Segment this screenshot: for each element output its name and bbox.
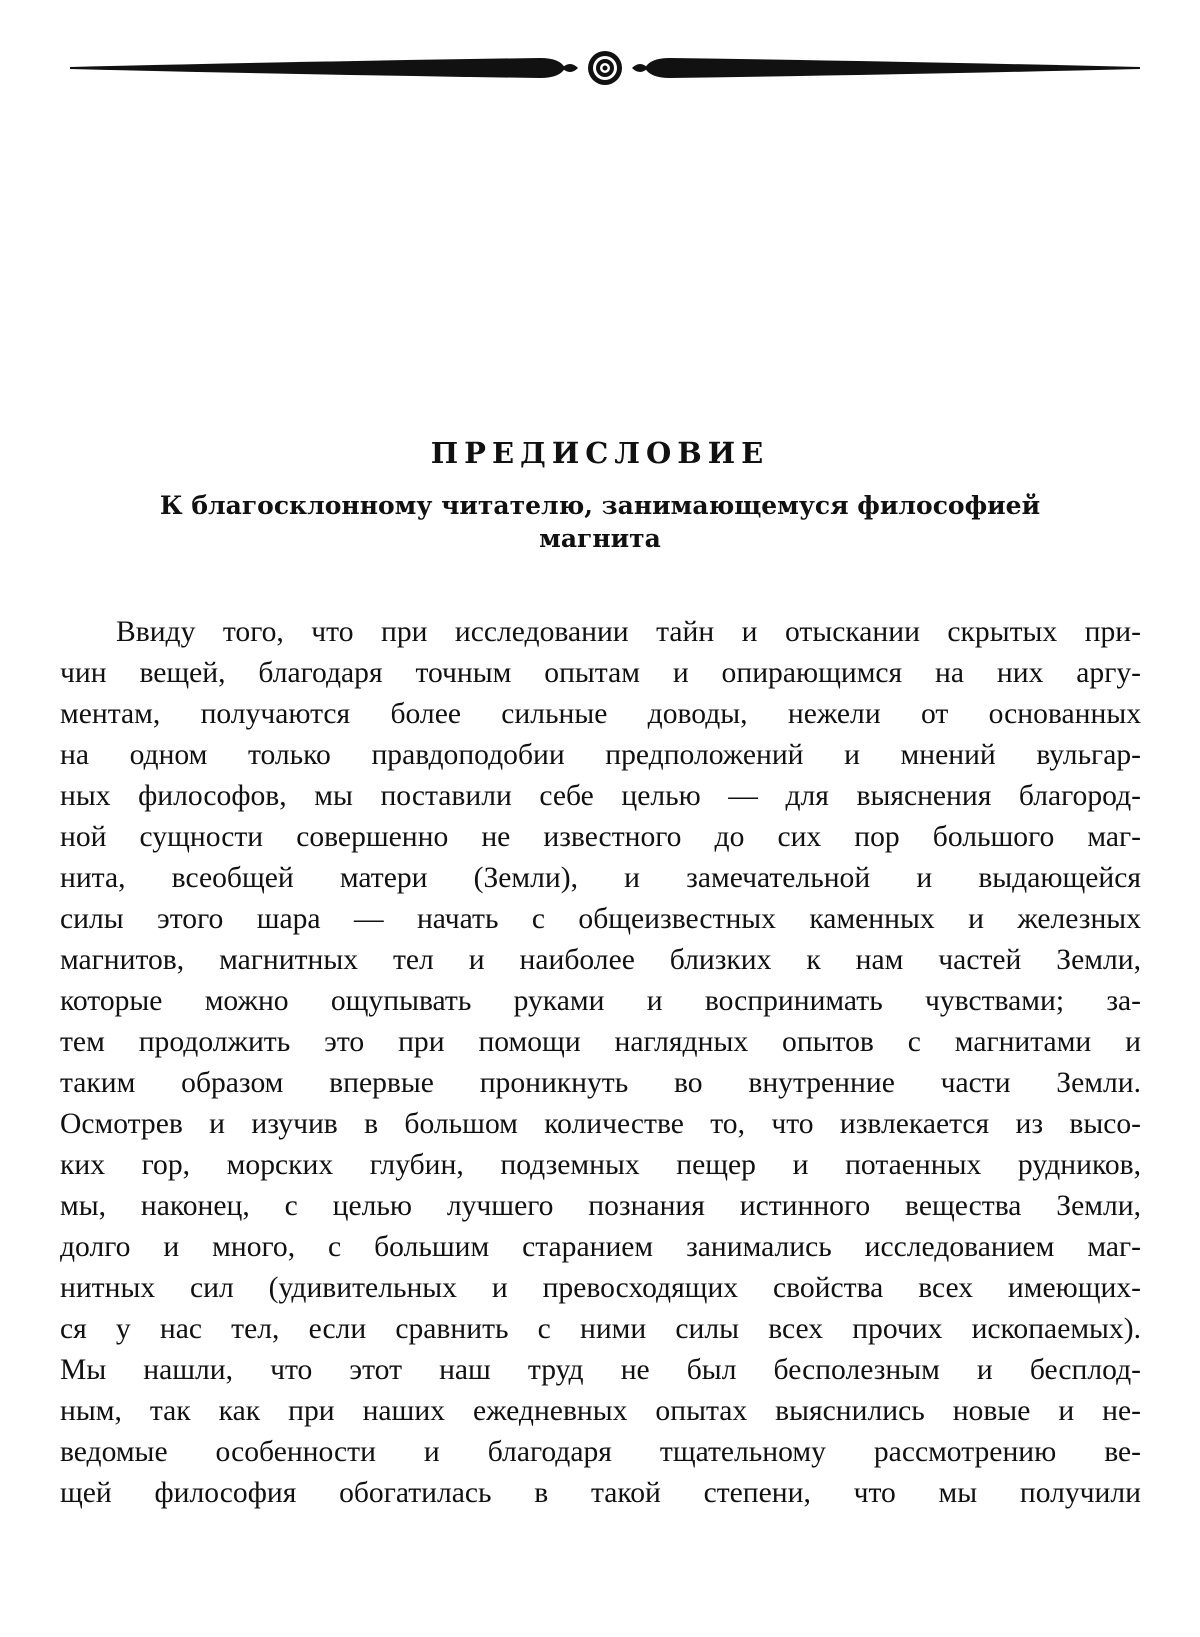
- page-subtitle: К благосклонному читателю, занимающемуся философией магнита: [159, 491, 1041, 553]
- text-line: Осмотрев и изучив в большом количестве то, что извлекается из высо-: [60, 1108, 1141, 1140]
- text-line: ной сущности совершенно не известного до сих пор большого маг-: [60, 821, 1141, 853]
- text-line: таким образом впервые проникнуть во внутренние части Земли.: [60, 1067, 1141, 1099]
- text-line: ведомые особенности и благодаря тщательному рассмотрению ве-: [60, 1436, 1141, 1468]
- text-line: нита, всеобщей матери (Земли), и замечательной и выдающейся: [60, 862, 1141, 894]
- text-line: ных философов, мы поставили себе целью — для выяснения благород-: [60, 780, 1141, 812]
- text-line: которые можно ощупывать руками и воспринимать чувствами; за-: [60, 985, 1141, 1017]
- text-line: мы, наконец, с целью лучшего познания истинного вещества Земли,: [60, 1190, 1141, 1222]
- page-title: ПРЕДИСЛОВИЕ: [430, 436, 770, 470]
- text-line: чин вещей, благодаря точным опытам и опирающимся на них аргу-: [60, 657, 1141, 689]
- text-line: магнитов, магнитных тел и наиболее близких к нам частей Земли,: [60, 944, 1141, 976]
- decorative-rule-ornament-icon: [70, 48, 1140, 98]
- body-paragraph: [60, 612, 1141, 1514]
- text-line: на одном только правдоподобии предположений и мнений вульгар-: [60, 739, 1141, 771]
- text-line: щей философия обогатилась в такой степени, что мы получили: [60, 1477, 1141, 1509]
- text-line: тем продолжить это при помощи наглядных опытов с магнитами и: [60, 1026, 1141, 1058]
- text-line: ментам, получаются более сильные доводы, нежели от основанных: [60, 698, 1141, 730]
- text-line: Ввиду того, что при исследовании тайн и отыскании скрытых при-: [116, 616, 1141, 648]
- text-line: ным, так как при наших ежедневных опытах выяснились новые и не-: [60, 1395, 1141, 1427]
- text-line: долго и много, с большим старанием занимались исследованием маг-: [60, 1231, 1141, 1263]
- text-line: ких гор, морских глубин, подземных пещер и потаенных рудников,: [60, 1149, 1141, 1181]
- text-line: нитных сил (удивительных и превосходящих свойства всех имеющих-: [60, 1272, 1141, 1304]
- text-line: силы этого шара — начать с общеизвестных каменных и железных: [60, 903, 1141, 935]
- text-line: Мы нашли, что этот наш труд не был бесполезным и бесплод-: [60, 1354, 1141, 1386]
- text-line: ся у нас тел, если сравнить с ними силы всех прочих ископаемых).: [60, 1313, 1141, 1345]
